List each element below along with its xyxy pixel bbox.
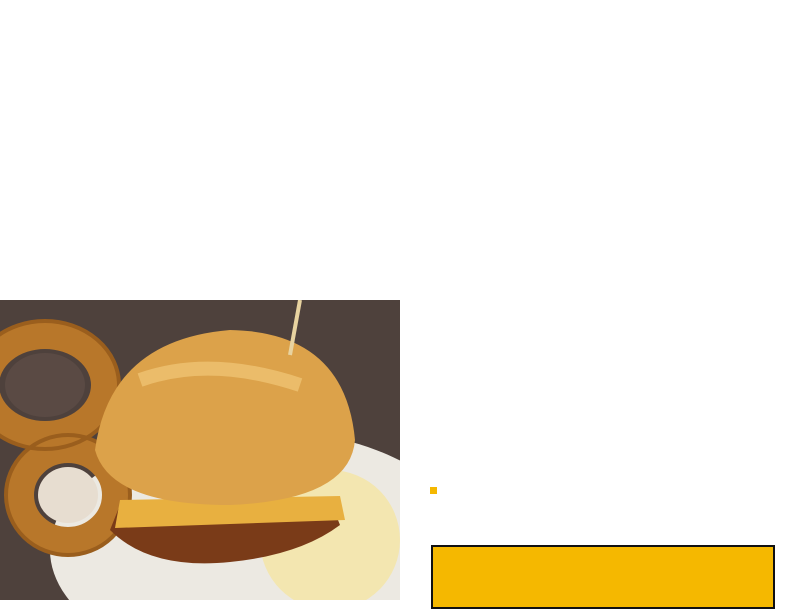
burger-photo-image <box>0 300 400 600</box>
allergens-header <box>431 545 775 609</box>
nutrition-document-panel <box>400 0 800 300</box>
allergen-grid-panel <box>0 0 400 300</box>
burger-photo <box>0 300 400 600</box>
yellow-square-icon <box>430 485 437 498</box>
